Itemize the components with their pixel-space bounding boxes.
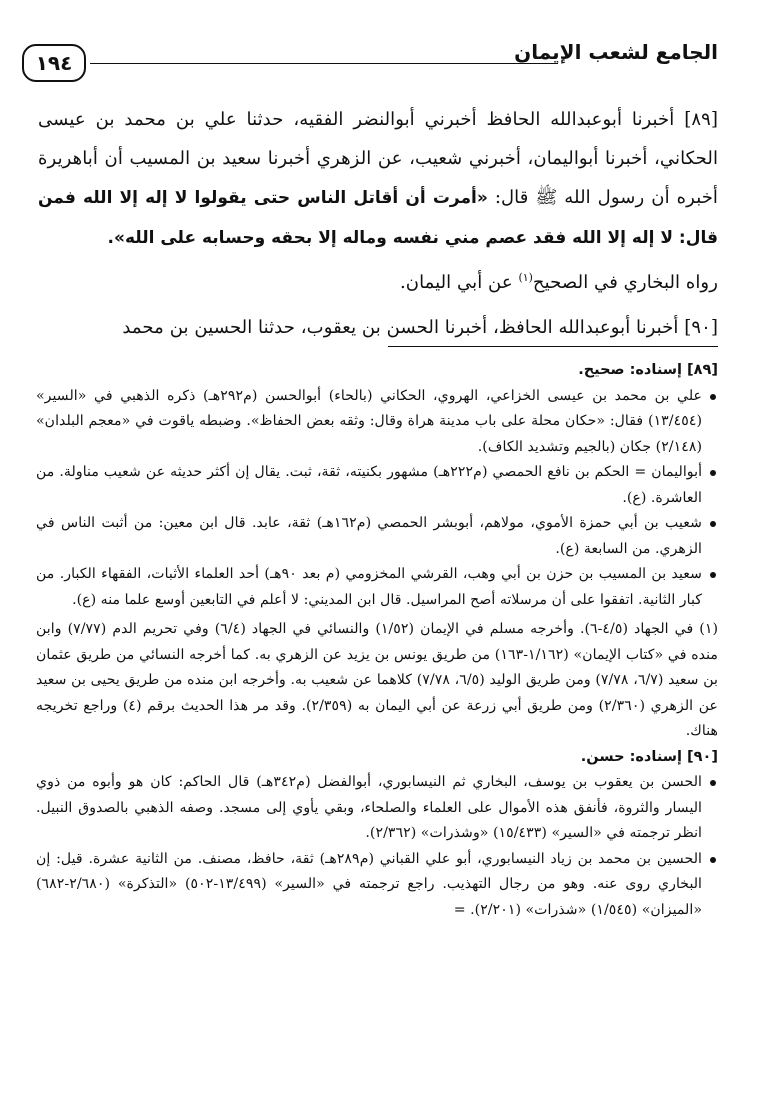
note-89-narrator-1: علي بن محمد بن عيسى الخزاعي، الهروي، الحكاني (بالحاء) أبوالحسن (م٢٩٢هـ) ذكره الذهبي في «السير» (١٣/٤٥٤) فقال: «حكان محلة على باب مدينة هراة وقال: وثقه بعض الحفاظ». وضبطه ياقوت في «معجم البلدان» (٢/١٤٨) جكان (بالجيم وتشديد الكاف). [36,384,718,461]
hadith-89 [38,100,718,302]
footnote-marker: (١) [518,271,533,284]
footnote-1: (١) في الجهاد (٤/٥-٦). وأخرجه مسلم في الإيمان (١/٥٢) والنسائي في الجهاد (٦/٤) وفي تحريم الدم (٧/٧٧) وابن منده في «كتاب الإيمان» (١/١٦٢-١٦٣) من طريق يونس بن يزيد عن الزهري به. كما أخرجه النسائي من طريق عثمان بن سعيد (٦/٧، ٧/٧٨) ومن طريق الوليد (٦/٥، ٧/٧٨) كلاهما عن شعيب به. وأخرجه ابن منده من طريق يحيى بن سعيد عن الزهري (٢/٣٦٠) ومن طريق أبي زرعة عن أبي اليمان به (٢/٣٥٩). وقد مر هذا الحديث برقم (٤) وراجع تخريجه هناك. [36,621,719,739]
note-89-narrator-3: شعيب بن أبي حمزة الأموي، مولاهم، أبوبشر الحمصي (م١٦٢هـ) ثقة، عابد. قال ابن معين: من أثبت الناس في الزهري. من السابعة (ع). [36,511,718,562]
hadith-89-matn: «أمرت أن أقاتل الناس حتى يقولوا لا إله إلا الله فمن قال: لا إله إلا الله فقد عصم مني نفسه وماله إلا بحقه وحسابه على الله». [38,188,718,248]
notes-section [36,358,718,923]
note-89-narrator-2: أبواليمان = الحكم بن نافع الحمصي (م٢٢٢هـ) مشهور بكنيته، ثقة، ثبت. يقال إن أكثر حديثه عن شعيب مناولة. من العاشرة. (ع). [36,460,718,511]
hadith-90: [٩٠] أخبرنا أبوعبدالله الحافظ، أخبرنا الحسن بن يعقوب، حدثنا الحسين بن محمد [122,317,718,339]
hadith-89-riwaya-end: عن أبي اليمان. [399,272,519,294]
page-header [22,36,718,86]
running-title: الجامع لشعب الإيمان [514,40,718,64]
note-90-narrator-1: الحسن بن يعقوب بن يوسف، البخاري ثم النيسابوري، أبوالفضل (م٣٤٢هـ) قال الحاكم: كان هو وأبوه من ذوي اليسار والثروة، فأنفق هذه الأموال على العلماء والصلحاء، وبقي يأوي إلى مسجد. وصفه الذهبي بالصدوق النبيل. انظر ترجمته في «السير» (١٥/٤٣٣) «وشذرات» (٢/٣٦٢). [36,770,718,847]
note-89-heading: [٨٩] إسناده: صحيح. [578,362,718,378]
note-90-heading: [٩٠] إسناده: حسن. [580,748,718,765]
note-90-narrator-2: الحسين بن محمد بن زياد النيسابوري، أبو علي القباني (م٢٨٩هـ) ثقة، حافظ، مصنف. من الثانية عشرة. قيل: إن البخاري روى عنه. وهو من رجال التهذيب. راجع ترجمته في «السير» (١٣/٤٩٩-٥٠٢) «التذكرة» (٢/٦٨٠-٦٨٢) «الميزان» (١/٥٤٥) «شذرات» (٢/٢٠١). = [36,847,718,924]
page-number: ١٩٤ [22,44,86,82]
main-text [38,100,718,353]
note-89-narrator-4: سعيد بن المسيب بن حزن بن أبي وهب، القرشي المخزومي (م بعد ٩٠هـ) أحد العلماء الأثبات، الفقهاء الكبار. من كبار الثانية. اتفقوا على أن مرسلاته أصح المراسيل. قال ابن المديني: لا أعلم في التابعين أوسع علما منه (ع). [36,562,718,613]
footnote-divider [388,346,718,347]
hadith-89-riwaya: رواه البخاري في الصحيح [532,272,718,294]
hadith-89-isnad: [٨٩] أخبرنا أبوعبدالله الحافظ أخبرني أبوالنضر الفقيه، حدثنا علي بن محمد بن عيسى الحكاني، أخبرنا أبواليمان، أخبرني شعيب، عن الزهري أخبرنا سعيد بن المسيب أن أباهريرة أخبره أن رسول الله ﷺ قال: [38,109,718,208]
header-rule [90,63,558,64]
